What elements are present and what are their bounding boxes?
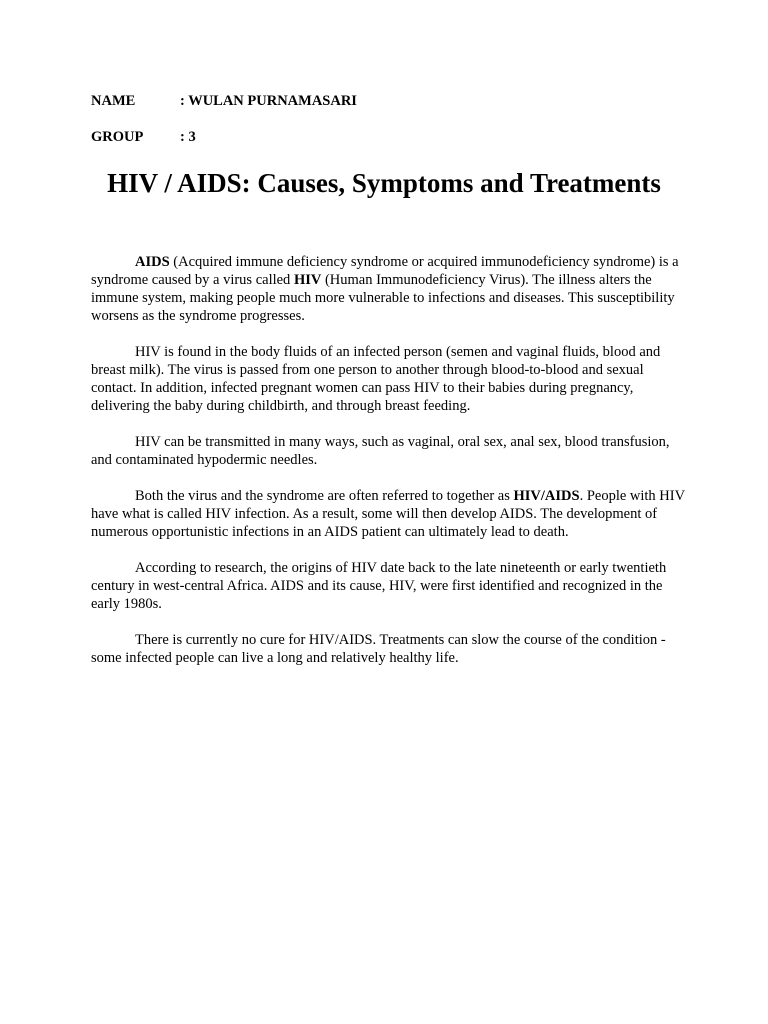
- term-hiv-aids: HIV/AIDS: [513, 488, 580, 504]
- paragraph-hiv-aids: [91, 487, 691, 541]
- name-value: : WULAN PURNAMASARI: [180, 93, 357, 109]
- paragraph-transmission-ways: HIV can be transmitted in many ways, such as vaginal, oral sex, anal sex, blood transfusion, and contaminated hypodermic needles.: [91, 434, 670, 468]
- group-label: GROUP: [91, 129, 144, 145]
- document-body: [91, 253, 691, 685]
- paragraph-origins: According to research, the origins of HIV date back to the late nineteenth or early twentieth century in west-central Africa. AIDS and its cause, HIV, were first identified and recognized in the early 1980s.: [91, 560, 667, 612]
- name-label: NAME: [91, 93, 136, 109]
- paragraph-aids-definition: [91, 253, 691, 325]
- term-aids: AIDS: [135, 254, 170, 270]
- document-title: HIV / AIDS: Causes, Symptoms and Treatments: [107, 168, 661, 198]
- group-row: [91, 129, 196, 146]
- paragraph-text: . People with HIV have what is called HIV infection. As a result, some will then develop AIDS. The development of numerous opportunistic infections in an AIDS patient can ultimately lead to death.: [91, 488, 685, 540]
- paragraph-text: (Acquired immune deficiency syndrome or acquired immunodeficiency syndrome) is a syndrome caused by a virus called: [91, 254, 679, 288]
- paragraph-transmission-fluids: HIV is found in the body fluids of an infected person (semen and vaginal fluids, blood and breast milk). The virus is passed from one person to another through blood-to-blood and sexual contact. In addition, infected pregnant women can pass HIV to their babies during pregnancy, delivering the baby during childbirth, and through breast feeding.: [91, 344, 661, 414]
- paragraph-treatment: There is currently no cure for HIV/AIDS. Treatments can slow the course of the condition - some infected people can live a long and relatively healthy life.: [91, 632, 666, 666]
- paragraph-text: (Human Immunodeficiency Virus). The illness alters the immune system, making people much more vulnerable to infections and diseases. This susceptibility worsens as the syndrome progresses.: [91, 272, 675, 324]
- name-row: [91, 93, 357, 110]
- group-value: : 3: [180, 129, 196, 145]
- paragraph-text: Both the virus and the syndrome are often referred to together as: [135, 488, 514, 504]
- term-hiv: HIV: [293, 272, 322, 288]
